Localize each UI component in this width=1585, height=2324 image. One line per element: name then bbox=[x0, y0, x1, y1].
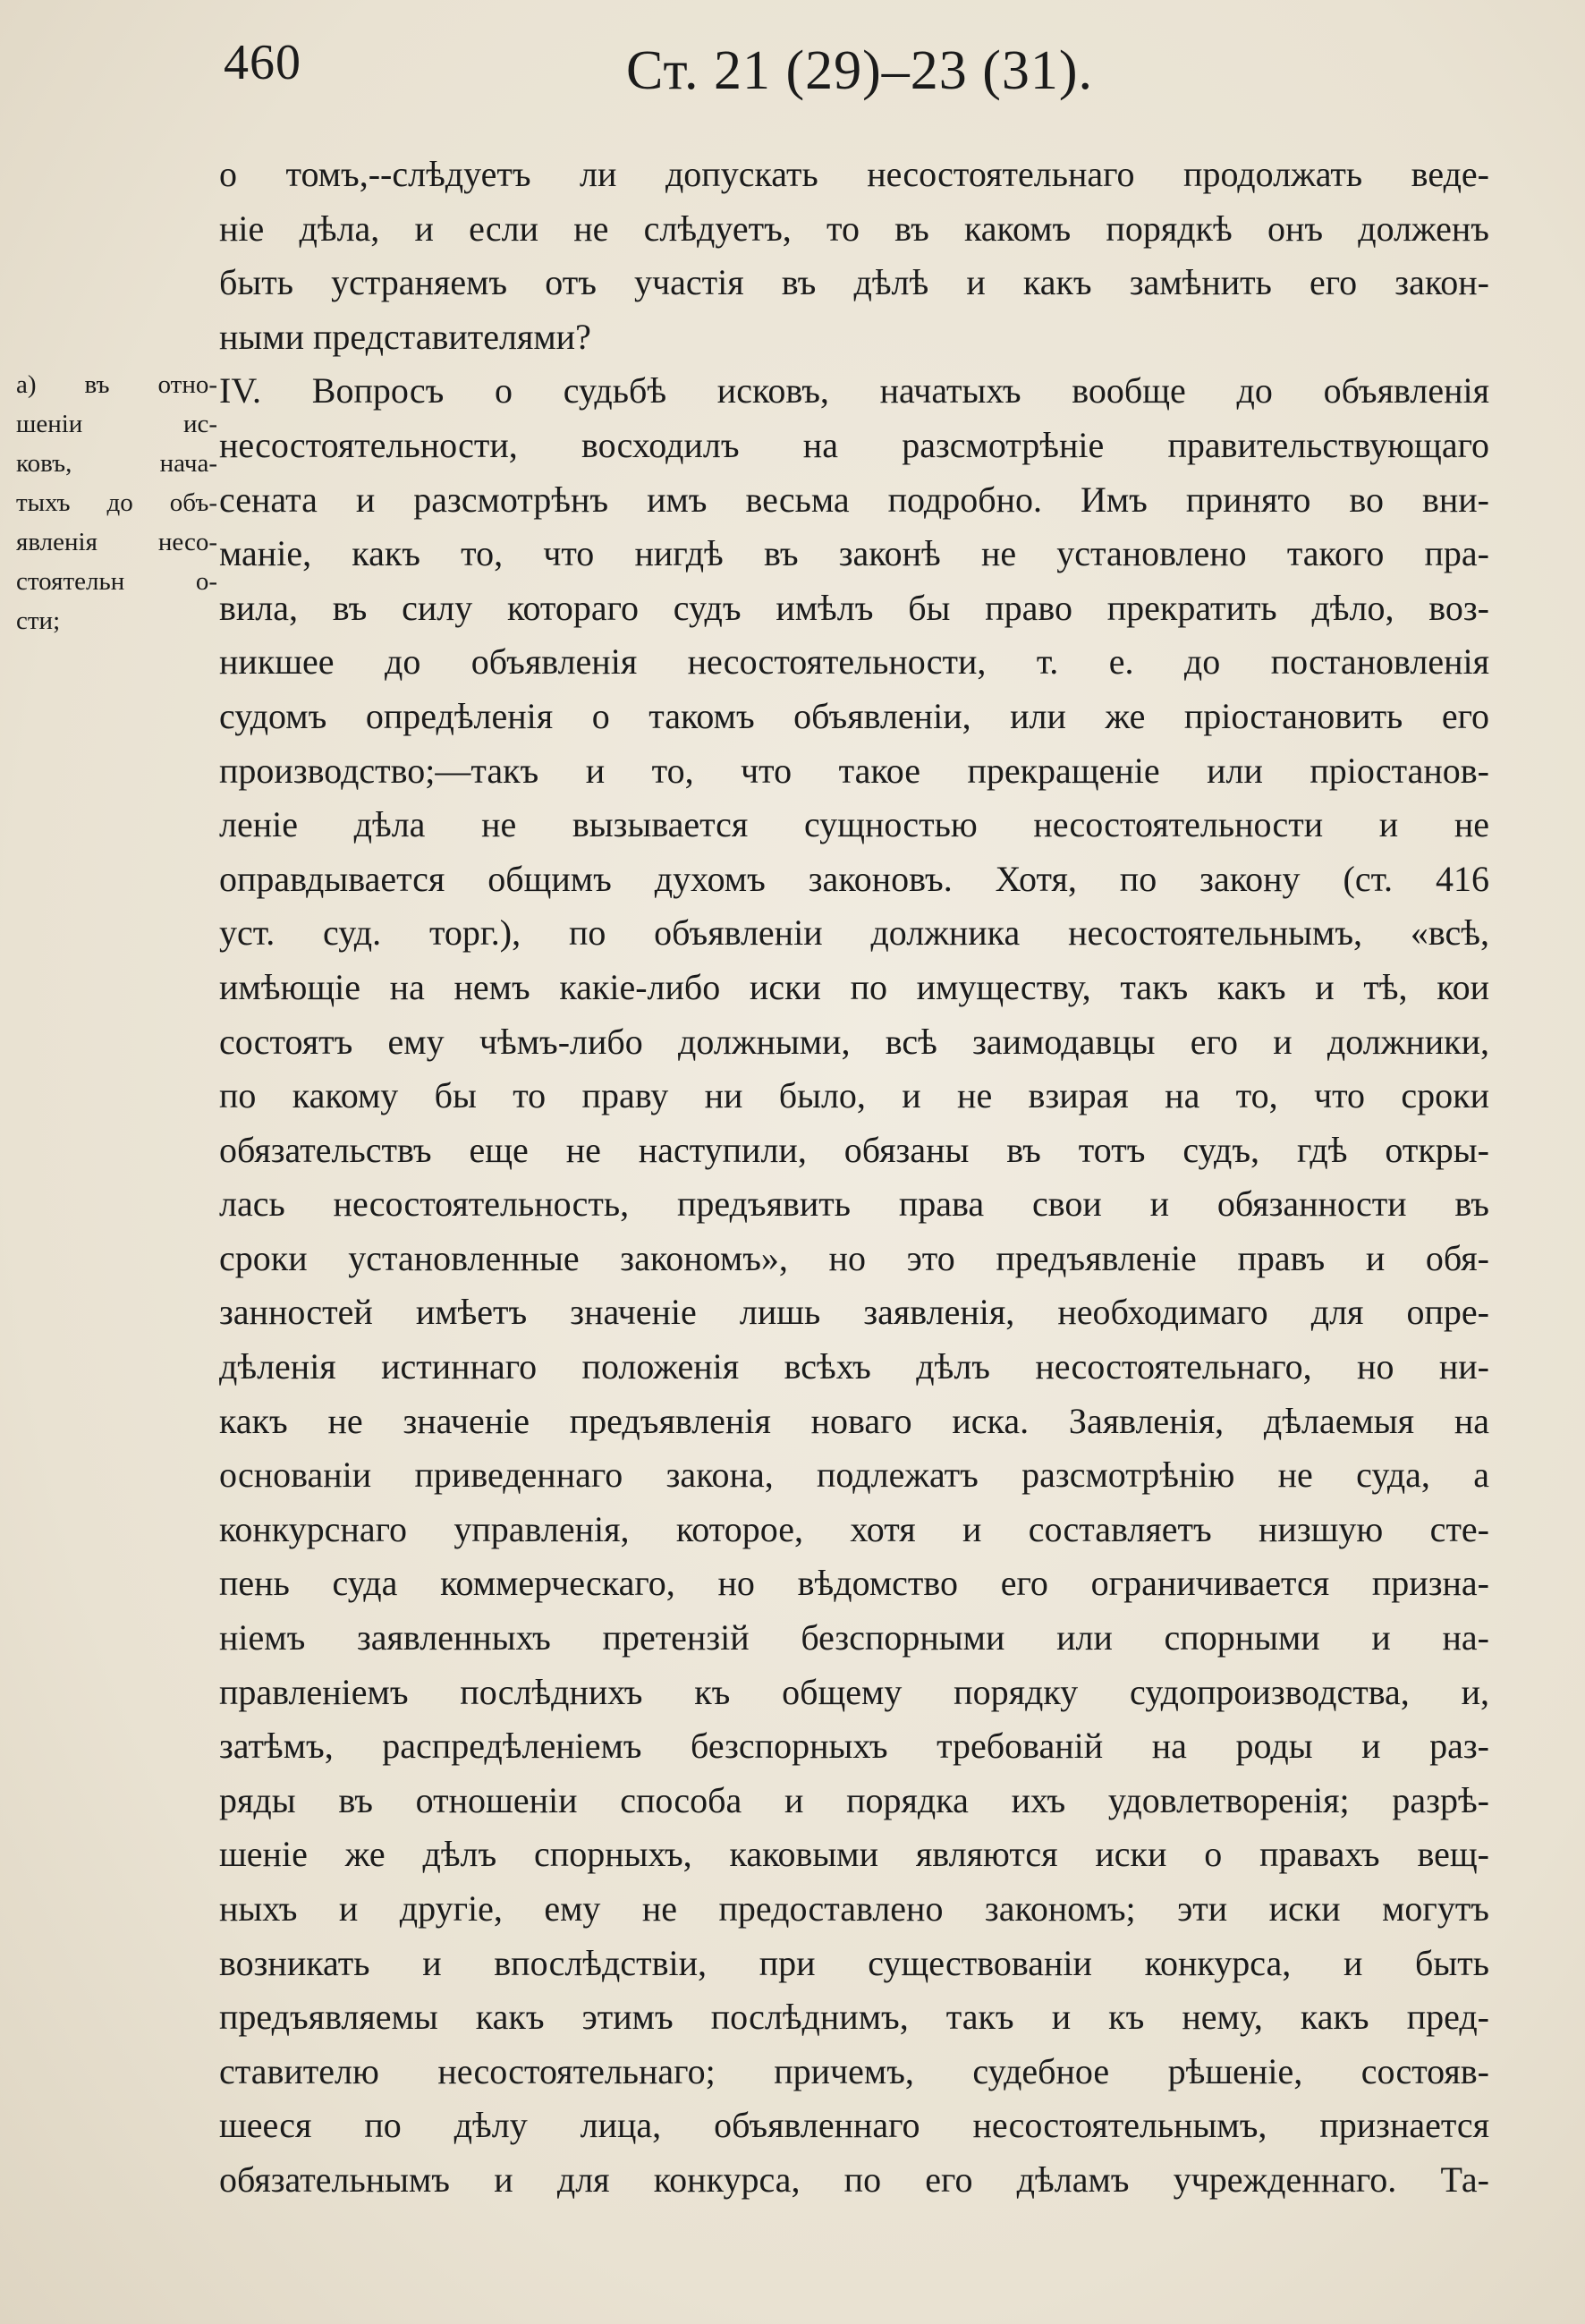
text-line: возникать и впослѣдствіи, при существованіи конкурса, и быть bbox=[219, 1942, 1489, 1983]
text-line: леніе дѣла не вызывается сущностью несостоятельности и не bbox=[219, 804, 1489, 845]
text-line: состоятъ ему чѣмъ-либо должными, всѣ заимодавцы его и должники, bbox=[219, 1021, 1489, 1062]
margin-note bbox=[16, 365, 217, 640]
text-line: обязательнымъ и для конкурса, по его дѣламъ учрежденнаго. Та- bbox=[219, 2159, 1489, 2200]
text-line: обязательствъ еще не наступили, обязаны въ тотъ судъ, гдѣ откры- bbox=[219, 1129, 1489, 1170]
text-line: ряды въ отношеніи способа и порядка ихъ удовлетворенія; разрѣ- bbox=[219, 1779, 1489, 1820]
margin-note-line: стоятельн о- bbox=[16, 567, 217, 596]
text-line: производство;—такъ и то, что такое прекращеніе или пріостанов- bbox=[219, 750, 1489, 791]
text-line: ными представителями? bbox=[219, 316, 591, 357]
text-line: предъявляемы какъ этимъ послѣднимъ, такъ и къ нему, какъ пред- bbox=[219, 1997, 1489, 2038]
text-line: сената и разсмотрѣнъ имъ весьма подробно. Имъ принято во вни- bbox=[219, 479, 1489, 520]
margin-note-line: шеніи ис- bbox=[16, 410, 217, 438]
text-line: ставителю несостоятельнаго; причемъ, судебное рѣшеніе, состояв- bbox=[219, 2050, 1489, 2091]
text-line: о томъ,--слѣдуетъ ли допускать несостоятельнаго продолжать веде- bbox=[219, 154, 1489, 194]
body-text bbox=[219, 148, 1489, 2208]
text-line: никшее до объявленія несостоятельности, т. е. до постановленія bbox=[219, 641, 1489, 683]
text-line: занностей имѣетъ значеніе лишь заявленія, необходимаго для опре- bbox=[219, 1292, 1489, 1333]
text-line: вила, въ силу котораго судъ имѣлъ бы право прекратить дѣло, воз- bbox=[219, 587, 1489, 628]
text-line: имѣющіе на немъ какіе-либо иски по имуществу, такъ какъ и тѣ, кои bbox=[219, 966, 1489, 1007]
text-line: шеніе же дѣлъ спорныхъ, каковыми являются иски о правахъ вещ- bbox=[219, 1834, 1489, 1875]
running-title: Ст. 21 (29)–23 (31). bbox=[626, 40, 1094, 101]
text-line: ніемъ заявленныхъ претензій безспорными или спорными и на- bbox=[219, 1617, 1489, 1658]
margin-note-line: а) въ отно- bbox=[16, 370, 217, 399]
page-number: 460 bbox=[224, 35, 301, 90]
text-line: сроки установленные закономъ», но это предъявленіе правъ и обя- bbox=[219, 1237, 1489, 1278]
text-line: лась несостоятельность, предъявить права свои и обязанности въ bbox=[219, 1183, 1489, 1225]
text-line: ныхъ и другіе, ему не предоставлено закономъ; эти иски могутъ bbox=[219, 1888, 1489, 1929]
text-line: основаніи приведеннаго закона, подлежатъ разсмотрѣнію не суда, а bbox=[219, 1455, 1489, 1496]
margin-note-line: ковъ, нача- bbox=[16, 449, 217, 478]
text-line: правленіемъ послѣднихъ къ общему порядку судопроизводства, и, bbox=[219, 1671, 1489, 1712]
text-line: уст. суд. торг.), по объявленіи должника несостоятельнымъ, «всѣ, bbox=[219, 912, 1489, 954]
text-line: судомъ опредѣленія о такомъ объявленіи, или же пріостановить его bbox=[219, 695, 1489, 736]
text-line: оправдывается общимъ духомъ законовъ. Хотя, по закону (ст. 416 bbox=[219, 858, 1489, 899]
text-line: конкурснаго управленія, которое, хотя и составляетъ низшую сте- bbox=[219, 1508, 1489, 1549]
text-line: маніе, какъ то, что нигдѣ въ законѣ не установлено такого пра- bbox=[219, 533, 1489, 574]
text-line: шееся по дѣлу лица, объявленнаго несостоятельнымъ, признается bbox=[219, 2105, 1489, 2146]
text-line: пень суда коммерческаго, но вѣдомство его ограничивается призна- bbox=[219, 1563, 1489, 1604]
text-line: ніе дѣла, и если не слѣдуетъ, то въ какомъ порядкѣ онъ долженъ bbox=[219, 208, 1489, 249]
margin-note-line: сти; bbox=[16, 606, 61, 635]
text-line: дѣленія истиннаго положенія всѣхъ дѣлъ несостоятельнаго, но ни- bbox=[219, 1346, 1489, 1387]
margin-note-line: тыхъ до объ- bbox=[16, 488, 217, 517]
text-line: какъ не значеніе предъявленія новаго иска. Заявленія, дѣлаемыя на bbox=[219, 1400, 1489, 1441]
text-line: быть устраняемъ отъ участія въ дѣлѣ и какъ замѣнить его закон- bbox=[219, 262, 1489, 303]
text-line: несостоятельности, восходилъ на разсмотрѣніе правительствующаго bbox=[219, 424, 1489, 465]
text-line: затѣмъ, распредѣленіемъ безспорныхъ требованій на роды и раз- bbox=[219, 1726, 1489, 1767]
text-line: IV. Вопросъ о судьбѣ исковъ, начатыхъ вообще до объявленія bbox=[219, 370, 1489, 411]
margin-note-line: явленія несо- bbox=[16, 528, 217, 556]
text-line: по какому бы то праву ни было, и не взирая на то, что сроки bbox=[219, 1075, 1489, 1116]
